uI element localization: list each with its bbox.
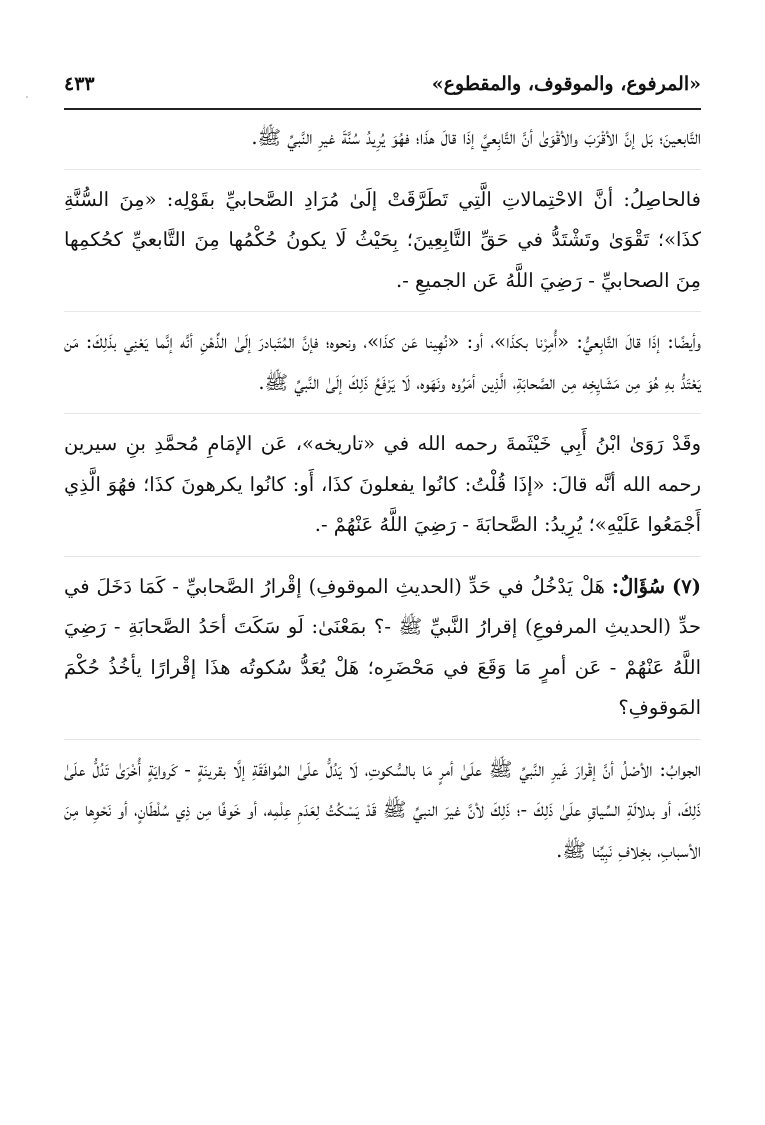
- question-label: سُؤَالٌ:: [611, 574, 666, 598]
- paragraph-divider: [64, 311, 701, 312]
- page-header: [64, 64, 701, 104]
- page-body: [64, 118, 701, 871]
- question-number: (٧): [672, 574, 701, 598]
- paragraph-divider: [64, 413, 701, 414]
- paragraph-continuation: التَّابعينَ؛ بَل إنَّ الأقْرَبَ والأقْوَىٰ أنَّ التَّابِعيَّ إذَا قالَ هذَا؛ فهُوَ يُرِيدُ سُنَّةَ غيرِ النَّبيِّ ﷺ.: [251, 126, 701, 149]
- paragraph-conclusion: فالحاصِلُ: أنَّ الاحْتِمالاتِ الَّتِي تَطَرَّقَتْ إلَىٰ مُرَادِ الصَّحابيِّ بقَوْلِه: «مِنَ السُّنَّةِ كذَا»؛ تَقْوَىٰ وتَشْتَدُّ في حَقِّ التَّابِعِينَ؛ بِحَيْثُ لَا يكونُ حُكْمُها مِنَ التَّابعيِّ كحُكمِها مِنَ الصحابيِّ - رَضِيَ اللَّهُ عَن الجميعِ -.: [64, 187, 701, 292]
- paragraph-also: وأيضًا: إذَا قالَ التَّابِعيُّ: «أُمِرْنا بكذَا»، أو: «نُهِينا عَن كذَا»، ونحوه؛ فإنَّ المُتَبادرَ إلَىٰ الذِّهْنِ أنَّه إنَّما يَعْنِي بذَلِكَ: مَن يَعْتَدُّ بهِ هُوَ مِن مَشَايِخِه مِن الصَّحابَةِ، الَّذِين أمَرُوه ونَهَوه، لَا يَرْفَعُ ذَلِكَ إلَىٰ النَّبيِّ ﷺ.: [64, 330, 701, 394]
- paragraph-question-7: [64, 567, 701, 729]
- running-title: «المرفوع، والموقوف، والمقطوع»: [431, 73, 701, 95]
- paragraph-answer: الجوابُ: الأصْلُ أنَّ إقْرارَ غَيرِ النَّبيِّ ﷺ علَىٰ أمرٍ مَا بالسُّكوتِ، لَا يَدُلُّ علَىٰ المُوافَقَةِ إلَّا بقرينَةٍ - كَروايَةٍ أُخْرَىٰ تَدُلُّ علَىٰ ذَلِكَ، أو بدلالَةِ السِّياقِ علَىٰ ذَلِكَ -؛ ذَلِكَ لأنَّ غيرَ النبيِّ ﷺ قَدْ يَسْكُتُ لِعَدَمِ عِلْمِه، أو خَوفًا مِن ذِي سُلْطَانٍ، أو نَحْوِها مِنَ الأسبابِ، بخِلافِ نَبِيِّنا ﷺ.: [64, 757, 701, 862]
- header-rule: [64, 108, 701, 110]
- question-text: هَلْ يَدْخُلُ في حَدِّ (الحديثِ الموقوفِ) إقْرارُ الصَّحابيِّ - كَمَا دَخَلَ في حدِّ (الحديثِ المرفوعِ) إقرارُ النَّبيِّ ﷺ -؟ بمَعْنَىٰ: لَو سَكَتَ أحَدُ الصَّحابَةِ - رَضِيَ اللَّهُ عَنْهُمْ - عَن أمرٍ مَا وَقَعَ في مَحْضَرِه؛ هَلْ يُعَدُّ سُكوتُه هذَا إقْرارًا يأخُذُ حُكْمَ المَوقوفِ؟: [64, 574, 701, 719]
- page-number: ٤٣٣: [64, 73, 95, 95]
- paragraph-divider: [64, 169, 701, 170]
- paragraph-ibn-sirin: وقَدْ رَوَىٰ ابْنُ أَبِي خَيْثَمةَ رحمه الله في «تاريخه»، عَن الإمَامِ مُحمَّدِ بنِ سيرين رحمه الله أنَّه قالَ: «إذَا قُلْتُ: كانُوا يفعلونَ كذَا، أَو: كانُوا يكرهونَ كذَا؛ فهُوَ الَّذِي أَجْمَعُوا عَلَيْهِ»؛ يُرِيدُ: الصَّحابَةَ - رَضِيَ اللَّهُ عَنْهُمْ -.: [64, 432, 701, 536]
- margin-mark: [26, 96, 28, 98]
- paragraph-divider: [64, 739, 701, 740]
- paragraph-divider: [64, 556, 701, 557]
